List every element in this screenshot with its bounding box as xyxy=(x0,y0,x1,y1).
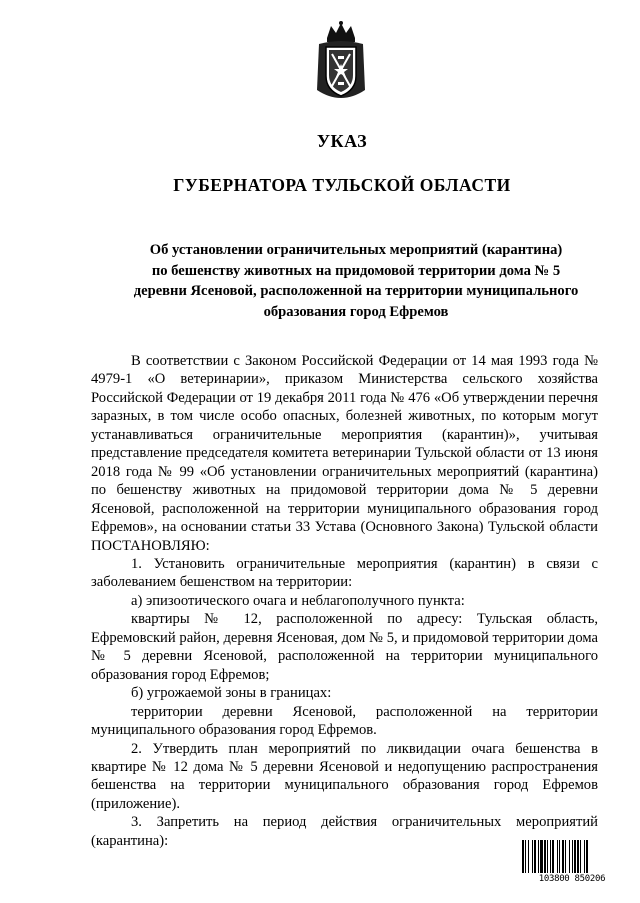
barcode-bar xyxy=(559,840,560,873)
document-subtitle: ГУБЕРНАТОРА ТУЛЬСКОЙ ОБЛАСТИ xyxy=(173,175,511,195)
barcode-bar xyxy=(540,840,543,873)
barcode-bar xyxy=(525,840,526,873)
barcode-bar xyxy=(528,840,529,873)
barcode-bar xyxy=(557,840,558,873)
heading-line: Об установлении ограничительных мероприятий (карантина) xyxy=(149,242,563,258)
barcode-bar xyxy=(577,840,579,873)
barcode-bar xyxy=(547,840,548,873)
clause-2: 2. Утвердить план мероприятий по ликвидации очага бешенства в квартире № 12 дома № 5 деревни Ясеновой и недопущению распространения бешенства на территории муниципального образования город Ефремов (приложение). xyxy=(91,740,598,812)
barcode-bar xyxy=(562,840,564,873)
clause-1a: а) эпизоотического очага и неблагополучного пункта: xyxy=(131,592,465,609)
barcode-bar xyxy=(584,840,585,873)
barcode-bars xyxy=(520,840,624,874)
barcode-bar xyxy=(544,840,546,873)
barcode-bar xyxy=(532,840,533,873)
preamble-paragraph: В соответствии с Законом Российской Федерации от 14 мая 1993 года № 4979-1 «О ветеринарии», приказом Министерства сельского хозяйства Российской Федерации от 19 декабря 2011 года № 476 «Об утверждении перечня заразных, в том числе особо опасных, болезней животных, по которым могут устанавливаться ограничительные мероприятия (карантин)», учитывая представление председателя комитета ветеринарии Тульской области от 13 июня 2018 года № 99 «Об установлении ограничительных мероприятий (карантина) по бешенству животных на придомовой территории дома № 5 деревни Ясеновой, расположенной на территории муниципального образования город Ефремов», на основании статьи 33 Устава (Основного Закона) Тульской области ПОСТАНОВЛЯЮ: xyxy=(91,353,598,554)
barcode-bar xyxy=(586,840,588,873)
clause-1: 1. Установить ограничительные мероприятия (карантин) в связи с заболеванием бешенством на территории: xyxy=(91,555,598,591)
barcode xyxy=(520,840,624,888)
barcode-bar xyxy=(574,840,576,873)
barcode-bar xyxy=(569,840,570,873)
clause-1a-detail: квартиры № 12, расположенной по адресу: Тульская область, Ефремовский район, деревня Ясеновая, дом № 5, и придомовой территории дома № 5 деревни Ясеновой, расположенной на территории муниципального образования город Ефремов; xyxy=(91,611,598,683)
barcode-bar xyxy=(522,840,524,873)
barcode-bar xyxy=(534,840,536,873)
clause-1b-detail: территории деревни Ясеновой, расположенной на территории муниципального образования город Ефремов. xyxy=(91,703,598,739)
barcode-bar xyxy=(565,840,566,873)
heading-line: по бешенству животных на придомовой территории дома № 5 xyxy=(151,262,561,279)
heading-line: деревни Ясеновой, расположенной на территории муниципального xyxy=(133,283,579,300)
barcode-bar xyxy=(550,840,551,873)
barcode-bar xyxy=(552,840,554,873)
document-heading xyxy=(96,240,616,322)
clause-3: 3. Запретить на период действия ограничительных мероприятий (карантина): xyxy=(91,814,598,849)
barcode-digits: 103800 850206 xyxy=(538,874,606,884)
coat-of-arms-emblem xyxy=(309,20,373,106)
document-title: УКАЗ xyxy=(316,131,368,151)
document-body xyxy=(91,352,598,850)
barcode-bar xyxy=(580,840,581,873)
heading-line: образования город Ефремов xyxy=(263,303,449,320)
clause-1b: б) угрожаемой зоны в границах: xyxy=(131,685,332,702)
barcode-bar xyxy=(538,840,539,873)
barcode-bar xyxy=(572,840,573,873)
